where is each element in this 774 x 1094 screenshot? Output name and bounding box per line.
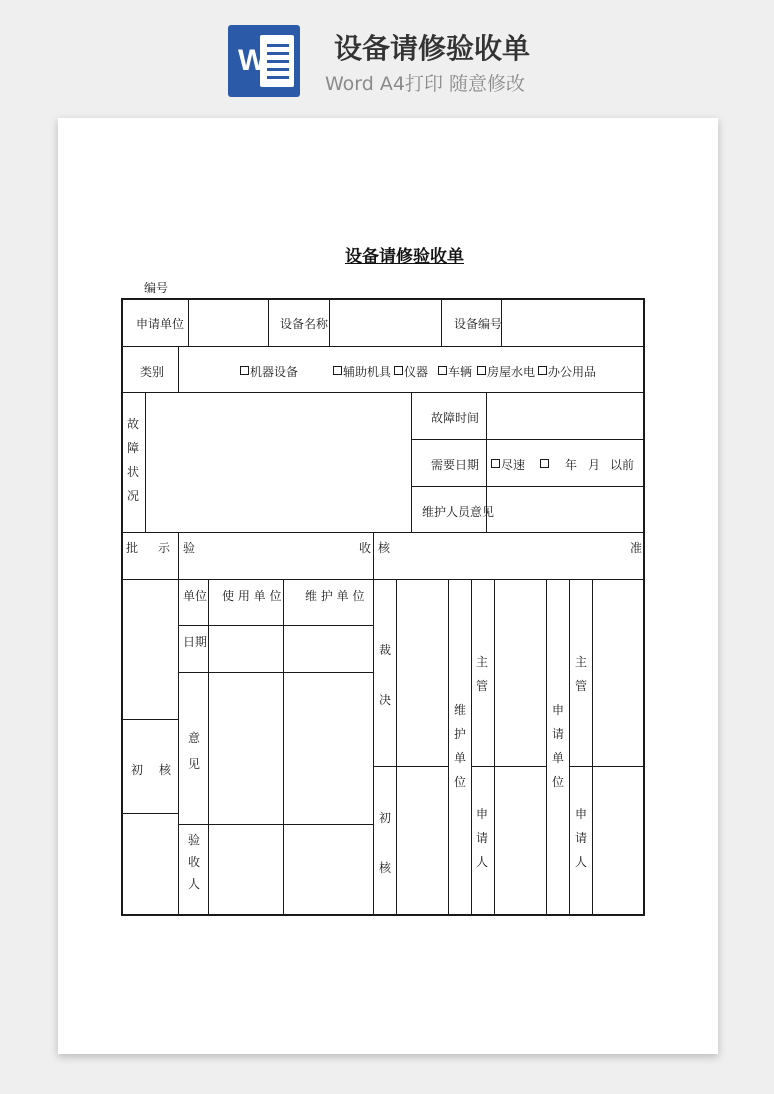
apply-unit-label: 申请单位 xyxy=(136,317,185,331)
form-border-left xyxy=(121,298,123,916)
col-line xyxy=(546,579,547,915)
opinion-label: 意 见 xyxy=(187,731,200,771)
header-subtitle: Word A4打印 随意修改 xyxy=(325,73,526,95)
row-line xyxy=(178,824,373,825)
option-aux-tools[interactable]: 辅助机具 xyxy=(333,364,391,380)
date-label: 日期 xyxy=(183,635,208,649)
col-line xyxy=(178,532,179,579)
option-instrument[interactable]: 仪器 xyxy=(394,364,428,380)
form-border-top xyxy=(121,298,645,300)
acceptor-label: 验 收 人 xyxy=(187,833,200,891)
col-line xyxy=(494,579,495,915)
option-office-supplies[interactable]: 办公用品 xyxy=(538,364,596,380)
col-line xyxy=(329,298,330,346)
approve-zhun: 准 xyxy=(630,541,643,555)
checkbox-icon[interactable] xyxy=(491,459,500,468)
col-line xyxy=(411,392,412,532)
row-line xyxy=(121,579,645,580)
need-date-label: 需要日期 xyxy=(431,458,480,472)
supervisor2-label: 主 管 xyxy=(574,655,587,693)
unit-label: 单位 xyxy=(183,589,208,603)
maint-unit-vertical-label: 维 护 单 位 xyxy=(453,703,466,789)
use-unit-label: 使 用 单 位 xyxy=(222,589,282,603)
option-vehicle[interactable]: 车辆 xyxy=(438,364,472,380)
col-line xyxy=(373,579,374,915)
col-line xyxy=(208,579,209,915)
word-icon-letter: W xyxy=(238,44,267,77)
form-border-right xyxy=(643,298,645,916)
serial-label: 编号 xyxy=(144,281,169,295)
form-border-bottom xyxy=(121,914,645,916)
first-check-label-right: 初 核 xyxy=(378,811,391,875)
need-date-custom[interactable] xyxy=(540,457,550,473)
checkbox-icon[interactable] xyxy=(538,366,547,375)
row-line xyxy=(121,392,645,393)
row-line xyxy=(178,672,373,673)
col-line xyxy=(471,579,472,915)
document-title: 设备请修验收单 xyxy=(345,247,464,267)
checkbox-icon[interactable] xyxy=(240,366,249,375)
applicant2-label: 申 请 人 xyxy=(574,807,587,869)
col-line xyxy=(268,298,269,346)
word-icon xyxy=(228,25,300,97)
header-title: 设备请修验收单 xyxy=(334,32,531,65)
row-line xyxy=(121,532,645,533)
checkbox-icon[interactable] xyxy=(394,366,403,375)
col-line xyxy=(569,579,570,915)
year-label: 年 xyxy=(565,458,578,472)
row-line xyxy=(121,346,645,347)
month-label: 月 xyxy=(588,458,601,472)
col-line xyxy=(178,579,179,915)
checkbox-icon[interactable] xyxy=(333,366,342,375)
row-line xyxy=(569,766,644,767)
before-label: 以前 xyxy=(610,458,635,472)
first-check-label-left: 初 核 xyxy=(131,763,172,777)
col-line xyxy=(188,298,189,346)
row-line xyxy=(411,439,644,440)
checkbox-icon[interactable] xyxy=(540,459,549,468)
option-building-utilities[interactable]: 房屋水电 xyxy=(477,364,535,380)
col-line xyxy=(283,579,284,915)
accept-shou: 收 xyxy=(359,541,372,555)
applicant-label: 申 请 人 xyxy=(475,807,488,869)
accept-yan: 验 xyxy=(183,541,196,555)
row-line xyxy=(121,719,178,720)
maint-opinion-label: 维护人员意见 xyxy=(422,505,495,519)
approve-shi: 示 xyxy=(158,541,171,555)
col-line xyxy=(396,579,397,915)
row-line xyxy=(121,813,178,814)
need-date-asap[interactable]: 尽速 xyxy=(491,457,525,473)
equip-no-label: 设备编号 xyxy=(454,317,503,331)
col-line xyxy=(448,579,449,915)
category-label: 类别 xyxy=(140,365,165,379)
ruling-label: 裁 决 xyxy=(378,643,391,707)
col-line xyxy=(178,346,179,392)
apply-unit-vertical-label: 申 请 单 位 xyxy=(551,703,564,789)
col-line xyxy=(145,392,146,532)
col-line xyxy=(373,532,374,579)
fault-status-label: 故 障 状 况 xyxy=(126,417,139,503)
row-line xyxy=(178,625,373,626)
supervisor-label: 主 管 xyxy=(475,655,488,693)
approve-pi: 批 xyxy=(126,541,139,555)
row-line xyxy=(373,766,448,767)
checkbox-icon[interactable] xyxy=(477,366,486,375)
equip-name-label: 设备名称 xyxy=(280,317,329,331)
fault-time-label: 故障时间 xyxy=(431,411,480,425)
checkbox-icon[interactable] xyxy=(438,366,447,375)
col-line xyxy=(441,298,442,346)
maint-unit-label: 维 护 单 位 xyxy=(305,589,365,603)
option-machine[interactable]: 机器设备 xyxy=(240,364,298,380)
col-line xyxy=(592,579,593,915)
check-he: 核 xyxy=(378,541,391,555)
row-line xyxy=(471,766,546,767)
row-line xyxy=(411,486,644,487)
